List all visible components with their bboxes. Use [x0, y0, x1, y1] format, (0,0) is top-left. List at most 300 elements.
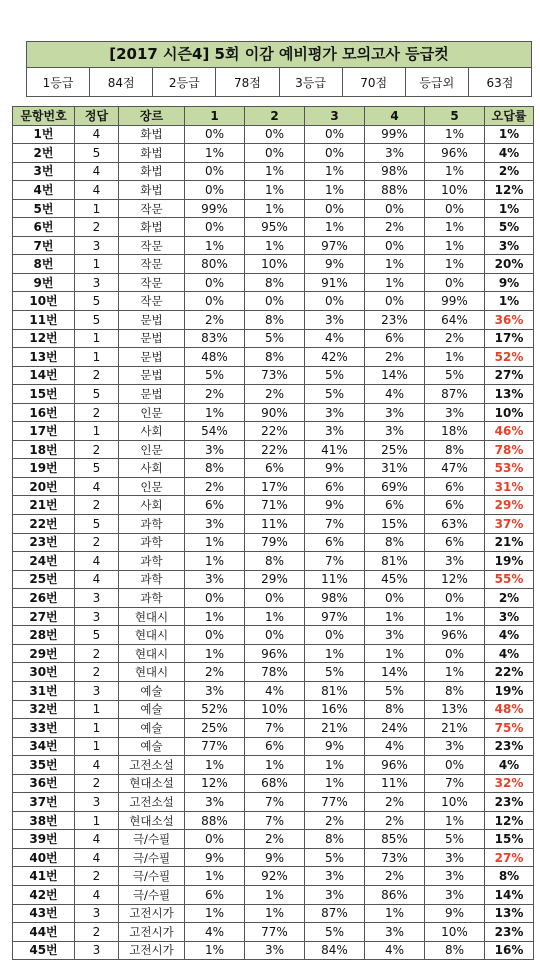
header-choice-4: 4	[365, 107, 425, 126]
genre-cell: 예술	[119, 700, 185, 719]
choice-4-rate-cell: 3%	[365, 144, 425, 163]
choice-3-rate-cell: 6%	[305, 477, 365, 496]
choice-3-rate-cell: 16%	[305, 700, 365, 719]
header-choice-2: 2	[245, 107, 305, 126]
choice-3-rate-cell: 21%	[305, 719, 365, 738]
choice-5-rate-cell: 1%	[425, 162, 485, 181]
question-number-cell: 38번	[13, 811, 75, 830]
answer-cell: 3	[75, 273, 119, 292]
answer-cell: 4	[75, 570, 119, 589]
question-number-cell: 41번	[13, 867, 75, 886]
choice-1-rate-cell: 88%	[185, 811, 245, 830]
choice-2-rate-cell: 1%	[245, 199, 305, 218]
choice-4-rate-cell: 1%	[365, 273, 425, 292]
choice-4-rate-cell: 0%	[365, 236, 425, 255]
question-number-cell: 16번	[13, 403, 75, 422]
choice-4-rate-cell: 99%	[365, 125, 425, 144]
choice-4-rate-cell: 14%	[365, 366, 425, 385]
choice-5-rate-cell: 10%	[425, 793, 485, 812]
table-row	[13, 941, 534, 960]
question-number-cell: 1번	[13, 125, 75, 144]
choice-4-rate-cell: 3%	[365, 626, 425, 645]
genre-cell: 극/수필	[119, 867, 185, 886]
genre-cell: 인문	[119, 403, 185, 422]
choice-5-rate-cell: 3%	[425, 885, 485, 904]
choice-3-rate-cell: 0%	[305, 199, 365, 218]
header-answer: 정답	[75, 107, 119, 126]
genre-cell: 화법	[119, 218, 185, 237]
choice-1-rate-cell: 2%	[185, 311, 245, 330]
table-header-row	[13, 107, 534, 126]
question-number-cell: 27번	[13, 607, 75, 626]
table-row	[13, 774, 534, 793]
genre-cell: 예술	[119, 681, 185, 700]
choice-4-rate-cell: 81%	[365, 552, 425, 571]
grade-label: 등급외	[405, 68, 468, 97]
genre-cell: 현대시	[119, 644, 185, 663]
answer-cell: 2	[75, 663, 119, 682]
choice-2-rate-cell: 7%	[245, 811, 305, 830]
choice-4-rate-cell: 11%	[365, 774, 425, 793]
header-wrong-rate: 오답률	[485, 107, 534, 126]
choice-5-rate-cell: 5%	[425, 366, 485, 385]
choice-4-rate-cell: 85%	[365, 830, 425, 849]
table-row	[13, 830, 534, 849]
choice-5-rate-cell: 87%	[425, 385, 485, 404]
choice-4-rate-cell: 5%	[365, 681, 425, 700]
question-number-cell: 20번	[13, 477, 75, 496]
genre-cell: 현대시	[119, 607, 185, 626]
choice-4-rate-cell: 3%	[365, 923, 425, 942]
choice-3-rate-cell: 81%	[305, 681, 365, 700]
choice-1-rate-cell: 8%	[185, 459, 245, 478]
choice-5-rate-cell: 6%	[425, 533, 485, 552]
choice-5-rate-cell: 3%	[425, 552, 485, 571]
choice-5-rate-cell: 64%	[425, 311, 485, 330]
question-number-cell: 40번	[13, 848, 75, 867]
choice-3-rate-cell: 5%	[305, 385, 365, 404]
choice-4-rate-cell: 4%	[365, 941, 425, 960]
choice-5-rate-cell: 0%	[425, 756, 485, 775]
choice-2-rate-cell: 1%	[245, 756, 305, 775]
genre-cell: 사회	[119, 496, 185, 515]
answer-cell: 4	[75, 885, 119, 904]
choice-2-rate-cell: 92%	[245, 867, 305, 886]
choice-2-rate-cell: 8%	[245, 348, 305, 367]
choice-1-rate-cell: 2%	[185, 663, 245, 682]
wrong-rate-cell: 37%	[485, 515, 534, 534]
choice-2-rate-cell: 1%	[245, 904, 305, 923]
choice-2-rate-cell: 0%	[245, 292, 305, 311]
table-row	[13, 533, 534, 552]
choice-5-rate-cell: 96%	[425, 626, 485, 645]
choice-2-rate-cell: 29%	[245, 570, 305, 589]
choice-3-rate-cell: 41%	[305, 440, 365, 459]
genre-cell: 고전시가	[119, 941, 185, 960]
answer-cell: 3	[75, 589, 119, 608]
question-number-cell: 22번	[13, 515, 75, 534]
choice-1-rate-cell: 0%	[185, 626, 245, 645]
choice-3-rate-cell: 3%	[305, 422, 365, 441]
choice-1-rate-cell: 0%	[185, 125, 245, 144]
answer-cell: 2	[75, 218, 119, 237]
choice-4-rate-cell: 15%	[365, 515, 425, 534]
choice-2-rate-cell: 6%	[245, 459, 305, 478]
answer-cell: 4	[75, 830, 119, 849]
choice-4-rate-cell: 23%	[365, 311, 425, 330]
genre-cell: 고전소설	[119, 793, 185, 812]
table-row	[13, 199, 534, 218]
wrong-rate-cell: 9%	[485, 273, 534, 292]
choice-1-rate-cell: 3%	[185, 681, 245, 700]
wrong-rate-cell: 27%	[485, 366, 534, 385]
choice-2-rate-cell: 0%	[245, 626, 305, 645]
wrong-rate-cell: 4%	[485, 626, 534, 645]
answer-cell: 4	[75, 756, 119, 775]
question-number-cell: 30번	[13, 663, 75, 682]
question-number-cell: 4번	[13, 181, 75, 200]
answer-cell: 1	[75, 199, 119, 218]
choice-4-rate-cell: 2%	[365, 218, 425, 237]
choice-2-rate-cell: 4%	[245, 681, 305, 700]
table-row	[13, 162, 534, 181]
question-number-cell: 28번	[13, 626, 75, 645]
question-number-cell: 35번	[13, 756, 75, 775]
table-row	[13, 496, 534, 515]
table-row	[13, 885, 534, 904]
choice-2-rate-cell: 1%	[245, 236, 305, 255]
genre-cell: 문법	[119, 311, 185, 330]
choice-4-rate-cell: 6%	[365, 329, 425, 348]
choice-5-rate-cell: 1%	[425, 255, 485, 274]
choice-5-rate-cell: 8%	[425, 681, 485, 700]
table-row	[13, 626, 534, 645]
genre-cell: 과학	[119, 533, 185, 552]
table-row	[13, 292, 534, 311]
wrong-rate-cell: 12%	[485, 181, 534, 200]
choice-1-rate-cell: 1%	[185, 756, 245, 775]
choice-2-rate-cell: 7%	[245, 719, 305, 738]
choice-2-rate-cell: 95%	[245, 218, 305, 237]
wrong-rate-cell: 1%	[485, 292, 534, 311]
question-number-cell: 31번	[13, 681, 75, 700]
question-number-cell: 26번	[13, 589, 75, 608]
choice-1-rate-cell: 54%	[185, 422, 245, 441]
question-number-cell: 34번	[13, 737, 75, 756]
choice-2-rate-cell: 2%	[245, 385, 305, 404]
question-number-cell: 37번	[13, 793, 75, 812]
answer-cell: 5	[75, 515, 119, 534]
header-choice-3: 3	[305, 107, 365, 126]
choice-5-rate-cell: 99%	[425, 292, 485, 311]
choice-1-rate-cell: 2%	[185, 385, 245, 404]
table-row	[13, 422, 534, 441]
wrong-rate-cell: 19%	[485, 681, 534, 700]
genre-cell: 사회	[119, 459, 185, 478]
genre-cell: 극/수필	[119, 848, 185, 867]
question-number-cell: 7번	[13, 236, 75, 255]
wrong-rate-cell: 36%	[485, 311, 534, 330]
choice-2-rate-cell: 8%	[245, 273, 305, 292]
answer-cell: 4	[75, 552, 119, 571]
choice-4-rate-cell: 4%	[365, 385, 425, 404]
question-number-cell: 5번	[13, 199, 75, 218]
answer-cell: 3	[75, 941, 119, 960]
question-number-cell: 6번	[13, 218, 75, 237]
header-choice-1: 1	[185, 107, 245, 126]
choice-1-rate-cell: 1%	[185, 904, 245, 923]
choice-1-rate-cell: 77%	[185, 737, 245, 756]
genre-cell: 문법	[119, 329, 185, 348]
choice-4-rate-cell: 73%	[365, 848, 425, 867]
wrong-rate-cell: 14%	[485, 885, 534, 904]
choice-1-rate-cell: 0%	[185, 830, 245, 849]
choice-2-rate-cell: 10%	[245, 700, 305, 719]
wrong-rate-cell: 75%	[485, 719, 534, 738]
answer-cell: 4	[75, 162, 119, 181]
choice-3-rate-cell: 1%	[305, 218, 365, 237]
choice-1-rate-cell: 80%	[185, 255, 245, 274]
grade-score: 84점	[90, 68, 153, 97]
answer-rate-table	[12, 106, 534, 960]
genre-cell: 과학	[119, 589, 185, 608]
grade-score: 70점	[342, 68, 405, 97]
question-number-cell: 45번	[13, 941, 75, 960]
choice-2-rate-cell: 8%	[245, 311, 305, 330]
question-number-cell: 3번	[13, 162, 75, 181]
question-number-cell: 29번	[13, 644, 75, 663]
answer-cell: 3	[75, 681, 119, 700]
wrong-rate-cell: 3%	[485, 607, 534, 626]
table-row	[13, 923, 534, 942]
choice-2-rate-cell: 1%	[245, 181, 305, 200]
question-number-cell: 15번	[13, 385, 75, 404]
answer-cell: 1	[75, 719, 119, 738]
choice-5-rate-cell: 1%	[425, 348, 485, 367]
choice-3-rate-cell: 0%	[305, 626, 365, 645]
choice-3-rate-cell: 84%	[305, 941, 365, 960]
choice-5-rate-cell: 0%	[425, 644, 485, 663]
table-row	[13, 181, 534, 200]
genre-cell: 문법	[119, 348, 185, 367]
choice-1-rate-cell: 3%	[185, 793, 245, 812]
question-number-cell: 33번	[13, 719, 75, 738]
answer-cell: 1	[75, 329, 119, 348]
grade-label: 3등급	[279, 68, 342, 97]
wrong-rate-cell: 4%	[485, 144, 534, 163]
answer-cell: 3	[75, 607, 119, 626]
choice-3-rate-cell: 5%	[305, 366, 365, 385]
table-row	[13, 793, 534, 812]
question-number-cell: 2번	[13, 144, 75, 163]
question-number-cell: 36번	[13, 774, 75, 793]
choice-4-rate-cell: 4%	[365, 737, 425, 756]
choice-5-rate-cell: 21%	[425, 719, 485, 738]
genre-cell: 과학	[119, 552, 185, 571]
choice-2-rate-cell: 68%	[245, 774, 305, 793]
genre-cell: 화법	[119, 162, 185, 181]
wrong-rate-cell: 32%	[485, 774, 534, 793]
wrong-rate-cell: 23%	[485, 923, 534, 942]
choice-5-rate-cell: 10%	[425, 181, 485, 200]
choice-4-rate-cell: 3%	[365, 403, 425, 422]
choice-5-rate-cell: 0%	[425, 199, 485, 218]
choice-4-rate-cell: 88%	[365, 181, 425, 200]
wrong-rate-cell: 8%	[485, 867, 534, 886]
wrong-rate-cell: 10%	[485, 403, 534, 422]
answer-cell: 2	[75, 923, 119, 942]
choice-2-rate-cell: 2%	[245, 830, 305, 849]
wrong-rate-cell: 4%	[485, 644, 534, 663]
choice-1-rate-cell: 2%	[185, 477, 245, 496]
choice-1-rate-cell: 1%	[185, 552, 245, 571]
answer-cell: 2	[75, 644, 119, 663]
choice-4-rate-cell: 2%	[365, 793, 425, 812]
table-row	[13, 273, 534, 292]
question-number-cell: 21번	[13, 496, 75, 515]
answer-cell: 2	[75, 496, 119, 515]
choice-2-rate-cell: 9%	[245, 848, 305, 867]
choice-4-rate-cell: 1%	[365, 607, 425, 626]
choice-1-rate-cell: 1%	[185, 607, 245, 626]
choice-5-rate-cell: 3%	[425, 867, 485, 886]
wrong-rate-cell: 15%	[485, 830, 534, 849]
wrong-rate-cell: 48%	[485, 700, 534, 719]
genre-cell: 인문	[119, 440, 185, 459]
choice-4-rate-cell: 8%	[365, 533, 425, 552]
choice-3-rate-cell: 9%	[305, 496, 365, 515]
choice-2-rate-cell: 90%	[245, 403, 305, 422]
choice-1-rate-cell: 1%	[185, 236, 245, 255]
wrong-rate-cell: 5%	[485, 218, 534, 237]
choice-1-rate-cell: 1%	[185, 867, 245, 886]
choice-1-rate-cell: 0%	[185, 162, 245, 181]
choice-3-rate-cell: 5%	[305, 663, 365, 682]
table-row	[13, 440, 534, 459]
answer-cell: 1	[75, 348, 119, 367]
genre-cell: 극/수필	[119, 830, 185, 849]
genre-cell: 현대소설	[119, 811, 185, 830]
choice-5-rate-cell: 0%	[425, 589, 485, 608]
choice-5-rate-cell: 8%	[425, 941, 485, 960]
question-number-cell: 42번	[13, 885, 75, 904]
choice-3-rate-cell: 9%	[305, 255, 365, 274]
wrong-rate-cell: 1%	[485, 125, 534, 144]
wrong-rate-cell: 31%	[485, 477, 534, 496]
choice-3-rate-cell: 11%	[305, 570, 365, 589]
choice-2-rate-cell: 6%	[245, 737, 305, 756]
choice-3-rate-cell: 87%	[305, 904, 365, 923]
choice-3-rate-cell: 0%	[305, 144, 365, 163]
choice-2-rate-cell: 71%	[245, 496, 305, 515]
choice-4-rate-cell: 0%	[365, 589, 425, 608]
choice-4-rate-cell: 0%	[365, 199, 425, 218]
table-row	[13, 681, 534, 700]
choice-2-rate-cell: 1%	[245, 607, 305, 626]
answer-cell: 5	[75, 144, 119, 163]
choice-2-rate-cell: 96%	[245, 644, 305, 663]
choice-5-rate-cell: 1%	[425, 811, 485, 830]
choice-5-rate-cell: 1%	[425, 125, 485, 144]
choice-1-rate-cell: 83%	[185, 329, 245, 348]
wrong-rate-cell: 3%	[485, 236, 534, 255]
choice-5-rate-cell: 3%	[425, 848, 485, 867]
choice-5-rate-cell: 7%	[425, 774, 485, 793]
choice-3-rate-cell: 97%	[305, 607, 365, 626]
table-row	[13, 218, 534, 237]
genre-cell: 작문	[119, 273, 185, 292]
choice-4-rate-cell: 1%	[365, 904, 425, 923]
question-number-cell: 25번	[13, 570, 75, 589]
table-row	[13, 515, 534, 534]
choice-2-rate-cell: 22%	[245, 440, 305, 459]
genre-cell: 현대시	[119, 663, 185, 682]
table-body	[13, 125, 534, 960]
choice-5-rate-cell: 12%	[425, 570, 485, 589]
table-row	[13, 904, 534, 923]
question-number-cell: 12번	[13, 329, 75, 348]
header-question-number: 문항번호	[13, 107, 75, 126]
wrong-rate-cell: 23%	[485, 737, 534, 756]
choice-4-rate-cell: 25%	[365, 440, 425, 459]
table-row	[13, 255, 534, 274]
choice-3-rate-cell: 9%	[305, 737, 365, 756]
choice-4-rate-cell: 2%	[365, 348, 425, 367]
answer-cell: 5	[75, 626, 119, 645]
choice-4-rate-cell: 1%	[365, 644, 425, 663]
table-row	[13, 144, 534, 163]
choice-3-rate-cell: 77%	[305, 793, 365, 812]
genre-cell: 예술	[119, 737, 185, 756]
choice-1-rate-cell: 1%	[185, 403, 245, 422]
choice-4-rate-cell: 2%	[365, 867, 425, 886]
choice-2-rate-cell: 1%	[245, 885, 305, 904]
genre-cell: 작문	[119, 199, 185, 218]
answer-cell: 1	[75, 255, 119, 274]
choice-5-rate-cell: 3%	[425, 737, 485, 756]
choice-5-rate-cell: 96%	[425, 144, 485, 163]
genre-cell: 문법	[119, 385, 185, 404]
choice-4-rate-cell: 2%	[365, 811, 425, 830]
question-number-cell: 11번	[13, 311, 75, 330]
choice-5-rate-cell: 1%	[425, 218, 485, 237]
choice-4-rate-cell: 24%	[365, 719, 425, 738]
choice-1-rate-cell: 1%	[185, 941, 245, 960]
choice-5-rate-cell: 5%	[425, 830, 485, 849]
table-row	[13, 737, 534, 756]
genre-cell: 고전시가	[119, 923, 185, 942]
choice-1-rate-cell: 48%	[185, 348, 245, 367]
wrong-rate-cell: 13%	[485, 904, 534, 923]
choice-2-rate-cell: 73%	[245, 366, 305, 385]
answer-cell: 1	[75, 811, 119, 830]
choice-1-rate-cell: 6%	[185, 885, 245, 904]
wrong-rate-cell: 13%	[485, 385, 534, 404]
choice-1-rate-cell: 5%	[185, 366, 245, 385]
question-number-cell: 43번	[13, 904, 75, 923]
choice-2-rate-cell: 5%	[245, 329, 305, 348]
choice-5-rate-cell: 2%	[425, 329, 485, 348]
table-row	[13, 644, 534, 663]
table-row	[13, 570, 534, 589]
grade-label: 2등급	[153, 68, 216, 97]
answer-cell: 4	[75, 848, 119, 867]
choice-3-rate-cell: 7%	[305, 515, 365, 534]
choice-4-rate-cell: 8%	[365, 700, 425, 719]
choice-4-rate-cell: 6%	[365, 496, 425, 515]
choice-4-rate-cell: 96%	[365, 756, 425, 775]
question-number-cell: 9번	[13, 273, 75, 292]
